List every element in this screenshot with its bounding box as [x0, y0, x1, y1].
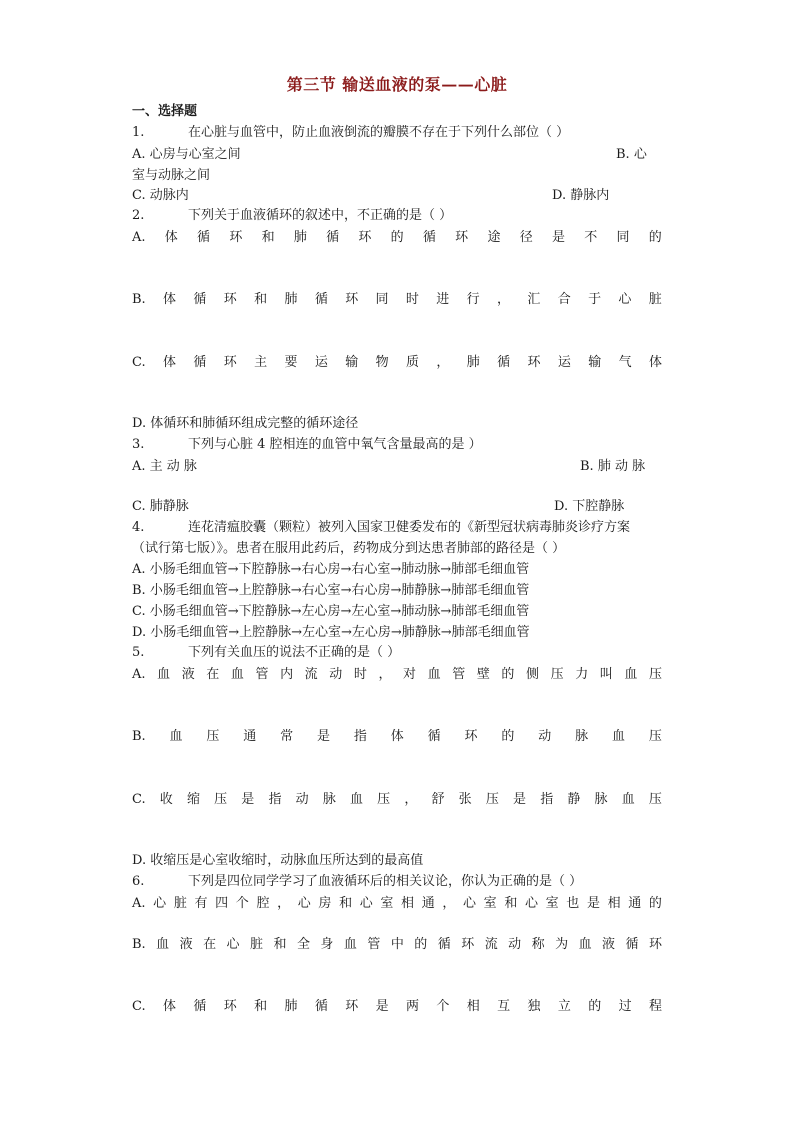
- char: 血: [621, 792, 635, 807]
- question-number: 3.: [132, 437, 145, 452]
- char: 汇: [527, 292, 541, 307]
- char: 环: [223, 999, 237, 1014]
- option-label: A.: [132, 667, 146, 682]
- char: 通: [243, 729, 257, 744]
- question-number: 5.: [132, 645, 145, 660]
- char: 通: [421, 896, 435, 911]
- q6-option-c: [132, 999, 662, 1015]
- char: 血: [427, 667, 441, 682]
- char: 为: [555, 937, 569, 952]
- q1-option-d: D. 静脉内: [552, 188, 610, 203]
- char: 收: [159, 792, 173, 807]
- char: 血: [612, 729, 626, 744]
- char: 和: [504, 896, 518, 911]
- question-text: 下列关于血液循环的叙述中，不正确的是（ ）: [188, 208, 453, 223]
- char: 物: [375, 355, 389, 370]
- char: 动: [538, 729, 552, 744]
- char: 环: [455, 230, 469, 245]
- q1-option-c: C. 动脉内: [132, 188, 189, 203]
- char: 心: [297, 896, 311, 911]
- char: 环: [461, 937, 475, 952]
- char: 室: [380, 896, 394, 911]
- char: 循: [625, 937, 639, 952]
- char: 房: [318, 896, 332, 911]
- char: 两: [405, 999, 419, 1014]
- char: 心: [463, 896, 477, 911]
- char: 心: [226, 937, 240, 952]
- char: 于: [588, 292, 602, 307]
- q5-option-d: D. 收缩压是心室收缩时，动脉血压所达到的最高值: [132, 853, 424, 868]
- char: 时: [405, 292, 419, 307]
- char: 循: [314, 999, 328, 1014]
- q1-option-b-cont: 室与动脉之间: [132, 168, 211, 183]
- char: 压: [206, 729, 220, 744]
- char: 管: [452, 667, 466, 682]
- question-number: 4.: [132, 520, 145, 535]
- char: 独: [527, 999, 541, 1014]
- char: 循: [422, 230, 436, 245]
- char: 指: [353, 729, 367, 744]
- question-text: 下列有关血压的说法不正确的是（ ）: [188, 645, 401, 660]
- q5-option-a: [132, 667, 662, 683]
- char: 血: [624, 667, 638, 682]
- char: 腔: [256, 896, 270, 911]
- option-label: C.: [132, 999, 146, 1014]
- char: ，: [436, 355, 450, 370]
- char: 液: [181, 667, 195, 682]
- char: 血: [349, 792, 363, 807]
- q3-option-b: B. 肺 动 脉: [580, 459, 646, 474]
- q4-option-a: A. 小肠毛细血管→下腔静脉→右心房→右心室→肺动脉→肺部毛细血管: [132, 562, 530, 577]
- char: 循: [193, 999, 207, 1014]
- char: 径: [519, 230, 533, 245]
- char: 运: [314, 355, 328, 370]
- char: 全: [296, 937, 310, 952]
- char: 同: [616, 230, 630, 245]
- char: 常: [280, 729, 294, 744]
- char: 的: [648, 896, 662, 911]
- section-heading: 一、选择题: [132, 104, 198, 119]
- char: 输: [588, 355, 602, 370]
- question-4-stem: [132, 520, 662, 536]
- char: 运: [557, 355, 571, 370]
- char: 室: [483, 896, 497, 911]
- char: 的: [390, 230, 404, 245]
- q4-option-d: D. 小肠毛细血管→上腔静脉→左心室→左心房→肺静脉→肺部毛细血管: [132, 625, 530, 640]
- q3-option-a: A. 主 动 脉: [132, 459, 197, 474]
- char: 流: [304, 667, 318, 682]
- q1-option-b-label: B. 心: [616, 147, 647, 162]
- char: 对: [403, 667, 417, 682]
- char: 不: [584, 230, 598, 245]
- char: 体: [390, 729, 404, 744]
- question-2-stem: [132, 208, 662, 224]
- char: 输: [345, 355, 359, 370]
- char: 进: [436, 292, 450, 307]
- option-label: C.: [132, 355, 146, 370]
- q2-option-a: [132, 230, 662, 246]
- char: 环: [345, 292, 359, 307]
- page-title: 第三节 输送血液的泵——心脏: [286, 75, 508, 94]
- char: 壁: [476, 667, 490, 682]
- char: 中: [390, 937, 404, 952]
- char: 合: [557, 292, 571, 307]
- char: 压: [485, 792, 499, 807]
- char: 压: [648, 729, 662, 744]
- char: 环: [229, 230, 243, 245]
- char: 循: [314, 292, 328, 307]
- char: 血: [578, 937, 592, 952]
- char: 压: [550, 667, 564, 682]
- char: 血: [343, 937, 357, 952]
- char: 和: [339, 896, 353, 911]
- char: 的: [588, 999, 602, 1014]
- char: 环: [223, 355, 237, 370]
- char: 循: [197, 230, 211, 245]
- char: 动: [329, 667, 343, 682]
- char: 相: [607, 896, 621, 911]
- char: 缩: [186, 792, 200, 807]
- q4-option-c: C. 小肠毛细血管→下腔静脉→左心房→左心室→肺动脉→肺部毛细血管: [132, 604, 530, 619]
- question-number: 1.: [132, 125, 145, 140]
- char: 心: [524, 896, 538, 911]
- option-label: A.: [132, 230, 146, 245]
- char: 在: [203, 937, 217, 952]
- char: 是: [551, 230, 565, 245]
- char: 肺: [284, 999, 298, 1014]
- char: 气: [618, 355, 632, 370]
- char: 动: [508, 937, 522, 952]
- char: 体: [162, 999, 176, 1014]
- char: 肺: [284, 292, 298, 307]
- char: 体: [163, 292, 177, 307]
- char: 质: [405, 355, 419, 370]
- char: 血: [157, 667, 171, 682]
- char: 循: [193, 292, 207, 307]
- q1-option-a: A. 心房与心室之间: [132, 147, 241, 162]
- char: 在: [206, 667, 220, 682]
- char: 血: [156, 937, 170, 952]
- char: 液: [602, 937, 616, 952]
- question-number: 2.: [132, 208, 145, 223]
- question-1-stem: [132, 125, 662, 141]
- char: 体: [648, 355, 662, 370]
- char: 相: [401, 896, 415, 911]
- char: 循: [497, 355, 511, 370]
- option-label: C.: [132, 792, 146, 807]
- char: 有: [194, 896, 208, 911]
- char: 环: [223, 292, 237, 307]
- char: 四: [215, 896, 229, 911]
- char: 程: [648, 999, 662, 1014]
- char: 循: [437, 937, 451, 952]
- char: 的: [501, 667, 515, 682]
- char: 叫: [599, 667, 613, 682]
- question-3-stem: [132, 437, 662, 453]
- char: 管: [255, 667, 269, 682]
- char: 过: [618, 999, 632, 1014]
- option-label: B.: [132, 937, 146, 952]
- char: 行: [466, 292, 480, 307]
- char: 压: [377, 792, 391, 807]
- char: 互: [497, 999, 511, 1014]
- char: 流: [484, 937, 498, 952]
- q3-option-c: C. 肺静脉: [132, 499, 189, 514]
- char: 称: [531, 937, 545, 952]
- q2-option-b: [132, 292, 662, 308]
- char: 张: [458, 792, 472, 807]
- question-5-stem: [132, 645, 662, 661]
- char: 循: [427, 729, 441, 744]
- char: 的: [501, 729, 515, 744]
- char: 侧: [526, 667, 540, 682]
- char: 舒: [431, 792, 445, 807]
- char: 指: [268, 792, 282, 807]
- char: 循: [193, 355, 207, 370]
- char: 脏: [250, 937, 264, 952]
- option-label: B.: [132, 729, 146, 744]
- char: 静: [567, 792, 581, 807]
- char: 心: [359, 896, 373, 911]
- option-label: B.: [132, 292, 146, 307]
- char: 途: [487, 230, 501, 245]
- char: 液: [179, 937, 193, 952]
- char: ，: [496, 292, 510, 307]
- char: 主: [254, 355, 268, 370]
- char: 和: [254, 999, 268, 1014]
- char: 要: [284, 355, 298, 370]
- char: ，: [378, 667, 392, 682]
- char: 体: [162, 355, 176, 370]
- char: 通: [628, 896, 642, 911]
- char: 环: [464, 729, 478, 744]
- question-number: 6.: [132, 874, 145, 889]
- char: 肺: [466, 355, 480, 370]
- char: 动: [295, 792, 309, 807]
- char: 压: [648, 792, 662, 807]
- char: 也: [566, 896, 580, 911]
- char: 是: [586, 896, 600, 911]
- char: 肺: [293, 230, 307, 245]
- char: 脉: [594, 792, 608, 807]
- question-text: 连花清瘟胶囊（颗粒）被列入国家卫健委发布的《新型冠状病毒肺炎诊疗方案: [188, 520, 631, 535]
- char: 管: [367, 937, 381, 952]
- q6-option-b: [132, 937, 662, 953]
- char: 的: [414, 937, 428, 952]
- char: 是: [375, 999, 389, 1014]
- char: ，: [442, 896, 456, 911]
- char: 的: [648, 230, 662, 245]
- char: 脉: [322, 792, 336, 807]
- char: ，: [404, 792, 418, 807]
- question-text: 下列是四位同学学习了血液循环后的相关议论，你认为正确的是（ ）: [188, 874, 583, 889]
- char: 力: [575, 667, 589, 682]
- char: 血: [230, 667, 244, 682]
- char: 立: [557, 999, 571, 1014]
- question-text: 在心脏与血管中，防止血液倒流的瓣膜不存在于下列什么部位（ ）: [188, 125, 570, 140]
- question-text: 下列与心脏 4 腔相连的血管中氧气含量最高的是 ）: [188, 437, 482, 452]
- question-6-stem: [132, 874, 662, 890]
- char: 室: [545, 896, 559, 911]
- q3-option-d: D. 下腔静脉: [554, 499, 625, 514]
- char: 和: [261, 230, 275, 245]
- char: ，: [277, 896, 291, 911]
- char: 循: [326, 230, 340, 245]
- q2-option-c: [132, 355, 662, 371]
- char: 压: [214, 792, 228, 807]
- char: 身: [320, 937, 334, 952]
- char: 个: [436, 999, 450, 1014]
- char: 是: [513, 792, 527, 807]
- char: 脏: [173, 896, 187, 911]
- char: 脏: [648, 292, 662, 307]
- char: 相: [466, 999, 480, 1014]
- char: 心: [618, 292, 632, 307]
- char: 是: [241, 792, 255, 807]
- question-4-stem-cont: （试行第七版）》。患者在服用此药后，药物成分到达患者肺部的路径是（ ）: [132, 541, 566, 556]
- char: 环: [527, 355, 541, 370]
- char: 是: [317, 729, 331, 744]
- char: 脉: [575, 729, 589, 744]
- char: 指: [540, 792, 554, 807]
- char: 环: [648, 937, 662, 952]
- q5-option-c: [132, 792, 662, 808]
- char: 内: [280, 667, 294, 682]
- q2-option-d: D. 体循环和肺循环组成完整的循环途径: [132, 416, 359, 431]
- char: 个: [235, 896, 249, 911]
- q6-option-a: [132, 896, 662, 912]
- char: 血: [169, 729, 183, 744]
- char: 同: [375, 292, 389, 307]
- q4-option-b: B. 小肠毛细血管→上腔静脉→右心室→右心房→肺静脉→肺部毛细血管: [132, 583, 530, 598]
- char: 体: [164, 230, 178, 245]
- q5-option-b: [132, 729, 662, 745]
- char: 和: [254, 292, 268, 307]
- char: 环: [358, 230, 372, 245]
- char: 时: [353, 667, 367, 682]
- option-label: A.: [132, 896, 146, 911]
- char: 环: [345, 999, 359, 1014]
- char: 压: [648, 667, 662, 682]
- char: 和: [273, 937, 287, 952]
- char: 心: [153, 896, 167, 911]
